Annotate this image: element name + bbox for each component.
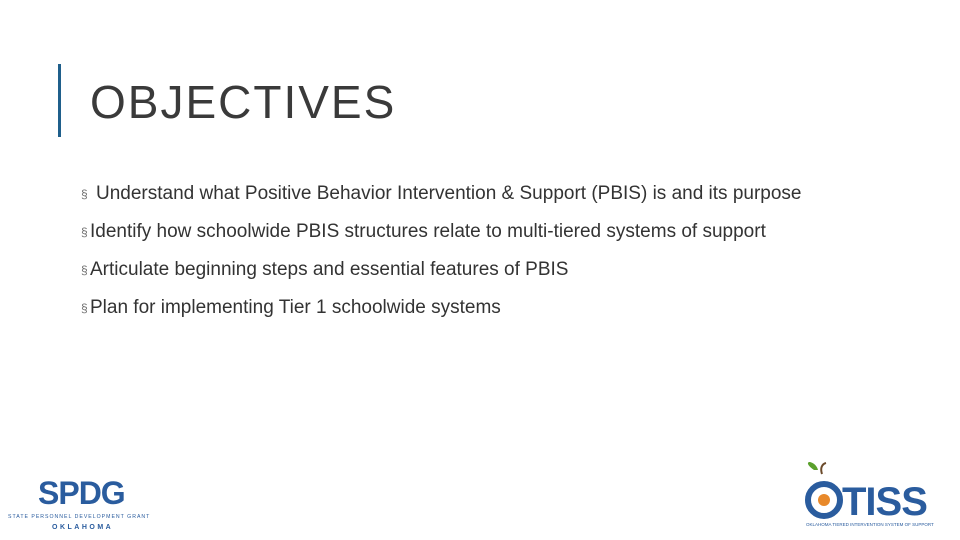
objective-item — [81, 220, 844, 244]
bullet-marker: § — [81, 225, 88, 239]
spdg-state: OKLAHOMA — [52, 524, 114, 531]
spdg-subtitle: STATE PERSONNEL DEVELOPMENT GRANT — [8, 514, 151, 520]
objective-text: Understand what Positive Behavior Intervention & Support (PBIS) is and its purpose — [96, 183, 802, 204]
bullet-marker: § — [81, 263, 88, 277]
title-accent-bar — [58, 64, 61, 137]
bullet-marker: § — [81, 301, 88, 315]
bullet-marker: § — [81, 187, 88, 201]
objective-text: Plan for implementing Tier 1 schoolwide systems — [90, 297, 501, 318]
apple-leaf-icon — [808, 462, 818, 470]
spdg-wordmark: SPDG — [38, 475, 125, 511]
objectives-list — [81, 182, 844, 334]
otiss-logo-graphic — [800, 460, 950, 530]
apple-core-icon — [818, 494, 830, 506]
otiss-logo — [800, 460, 950, 530]
spdg-logo-graphic — [6, 474, 156, 534]
otiss-wordmark: TISS — [842, 480, 927, 524]
spdg-logo — [6, 474, 156, 534]
objective-item — [81, 258, 844, 282]
otiss-subtitle: OKLAHOMA TIERED INTERVENTION SYSTEM OF SUPPORT — [806, 522, 934, 527]
objective-text: Articulate beginning steps and essential features of PBIS — [90, 259, 569, 280]
objective-text: Identify how schoolwide PBIS structures relate to multi-tiered systems of support — [90, 221, 766, 242]
apple-stem-icon — [821, 463, 826, 474]
slide-title: OBJECTIVES — [90, 76, 397, 128]
objective-item — [81, 182, 844, 206]
objective-item — [81, 296, 844, 320]
